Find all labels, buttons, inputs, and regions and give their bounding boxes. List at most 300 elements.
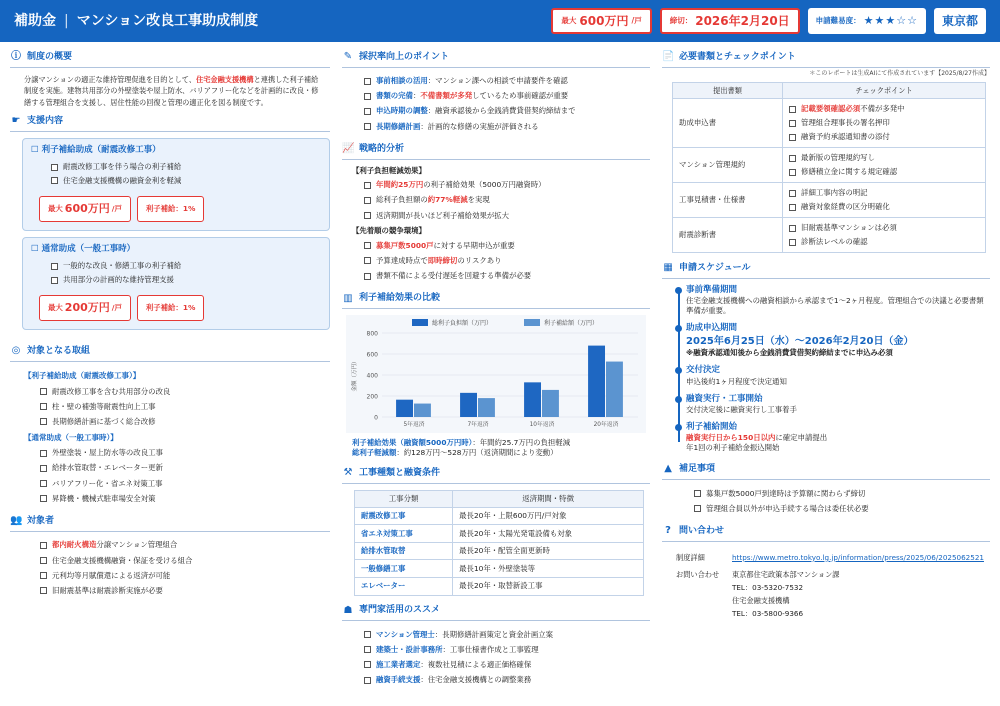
list-item [40, 476, 330, 491]
page-title: マンション改良工事助成制度 [76, 12, 259, 29]
tips-title: 採択率向上のポイント [358, 51, 449, 62]
schedule-step [686, 285, 990, 316]
checkbox-icon [364, 257, 371, 264]
overview-p2: と連携した利子補給制度を実施。建物共用部分の外壁塗装や屋上防水、バリアフリー化などを計画的に改良・修繕する管理組合を支援し、居住性能の回復と管理の適正化を図る制度です。 [24, 74, 319, 107]
item-text: 昇降機・機械式駐車場安全対策 [52, 493, 156, 503]
question-icon: ? [665, 525, 671, 537]
step-desc: 住宅金融支援機構への融資相談から承認まで1〜2ヶ月程度。管理組合での決議と必要書類準備が重要。 [686, 296, 984, 316]
step-desc: 交付決定後に融資実行し工事着手 [686, 404, 797, 414]
list-item [40, 384, 330, 399]
item-text: 管理組合員以外が申込手続する場合は委任状必要 [706, 503, 869, 513]
category-badge: 補助金 [14, 12, 56, 29]
check-item [789, 165, 979, 179]
bar-total-interest [460, 393, 477, 417]
table-cell: 最長10年・外壁塗装等 [453, 560, 644, 578]
deadline-badge [660, 8, 800, 34]
table-cell: 耐震診断書 [673, 218, 783, 253]
max-value: 600万円 [579, 13, 629, 28]
bar-total-interest [588, 346, 605, 417]
contact-heading [662, 524, 990, 542]
list-item [364, 253, 650, 268]
checkbox-icon [364, 212, 371, 219]
support-title: 支援内容 [27, 115, 64, 126]
targets-heading [10, 344, 330, 362]
table-cell: 最長20年・取替新設工事 [453, 577, 644, 595]
checkbox-icon [789, 225, 796, 232]
list-item [51, 174, 321, 188]
bar-subsidy [606, 362, 623, 417]
item-text: 返済期間が長いほど利子補給効果が拡大 [375, 210, 510, 220]
checkbox-icon [694, 505, 701, 512]
list-item [40, 583, 330, 598]
checkbox-icon [364, 273, 371, 280]
bar-chart-icon: ▥ [343, 292, 353, 304]
checkbox-icon [40, 465, 47, 472]
list-item [694, 486, 990, 501]
item-text: 長期修繕計画に基づく総合改修 [52, 416, 156, 426]
table-row [354, 577, 643, 595]
summary-value: ：約128万円〜528万円（返済期間により変動） [396, 448, 558, 458]
list-item [364, 208, 650, 223]
checkbox-icon [364, 661, 371, 668]
table-cell [783, 148, 986, 183]
tip-key: 事前相談の活用 [375, 76, 428, 86]
table-cell: 給排水管取替 [354, 542, 452, 560]
header-title-group [14, 12, 543, 31]
tip-key: 申込時期の調整 [375, 106, 428, 116]
x-tick-label: 10年返済 [529, 422, 555, 429]
item-text: 総利子負担額の [375, 195, 428, 205]
contact-key: 制度詳細 [676, 552, 705, 562]
effect-summary [342, 438, 650, 458]
experts-title: 専門家活用のススメ [358, 605, 440, 616]
step-title: 利子補給開始 [686, 421, 738, 432]
header-bar [0, 0, 1000, 42]
checkbox-icon [51, 277, 58, 284]
expert-value: ：複数社見積による適正価格確保 [420, 659, 532, 669]
effect-title: 利子補給効果の比較 [358, 293, 440, 304]
checkbox-icon [789, 106, 796, 113]
check-text: 旧耐震基準マンションは必須 [801, 223, 897, 233]
check-text: 融資対象経費の区分明確化 [801, 202, 890, 212]
support-box-seismic [22, 138, 330, 231]
list-item [40, 553, 330, 568]
checkbox-icon [789, 155, 796, 162]
table-cell: 最長20年・太陽光発電設備も対象 [453, 525, 644, 543]
warning-icon: ▲ [664, 463, 672, 475]
legend-label: 総利子負担額（万円） [431, 320, 492, 328]
step-title: 事前準備期間 [686, 284, 738, 295]
deadline-value: 2026年2月20日 [695, 13, 790, 28]
tip-value: ：計画的な修繕の実施が評価される [420, 121, 539, 131]
overview-highlight: 住宅金融支援機構 [196, 74, 254, 84]
tools-icon: ⚒ [343, 467, 353, 479]
item-text: 耐震改修工事を伴う場合の利子補給 [63, 162, 182, 172]
contact-tel: TEL：03-5320-7532 [732, 583, 804, 593]
works-heading [342, 466, 650, 484]
pill-suffix: /戸 [111, 203, 122, 213]
expert-key: 建築士・設計事務所 [375, 644, 443, 654]
deadline-prefix: 締切： [669, 15, 693, 25]
list-item [364, 673, 650, 688]
checkbox-icon [364, 631, 371, 638]
expert-value: ：長期修繕計画策定と資金計画立案 [434, 629, 554, 639]
bar-subsidy [414, 404, 431, 417]
tip-value: しているため事前確認が重要 [472, 91, 569, 101]
table-row [673, 218, 986, 253]
step-desc: に確定申請提出 [775, 433, 828, 443]
checkbox-icon [364, 93, 371, 100]
checkbox-icon [40, 403, 47, 410]
pill-value: 600万円 [64, 201, 110, 215]
table-row [354, 507, 643, 525]
item-text: 書類不備による受付遅延を回避する準備が必要 [375, 271, 532, 281]
table-cell: 一般修繕工事 [354, 560, 452, 578]
item-text: 一般的な改良・修繕工事の利子補給 [63, 261, 182, 271]
strategy-highlight: 募集戸数5000戸 [375, 240, 434, 250]
eligible-title: 対象者 [27, 516, 55, 527]
bar-subsidy [542, 390, 559, 417]
pill-suffix: /戸 [111, 303, 122, 313]
experts-heading [342, 604, 650, 622]
table-row [673, 183, 986, 218]
expert-key: 融資手続支援 [375, 675, 421, 685]
list-item [364, 238, 650, 253]
tip-value: ：マンション課への相談で申請要件を確認 [427, 76, 568, 86]
max-suffix: /戸 [631, 15, 642, 25]
list-item [40, 568, 330, 583]
extra-heading [662, 462, 990, 480]
table-cell [783, 183, 986, 218]
strategy-highlight: 即時締切 [427, 255, 458, 265]
strategy-group2: 【先着順の競争環境】 [351, 226, 426, 236]
handshake-icon: ☛ [11, 115, 21, 127]
y-tick-label: 200 [366, 393, 378, 401]
checkbox-icon [364, 242, 371, 249]
strategy-group1: 【利子負担軽減効果】 [351, 165, 426, 175]
item-text: 外壁塗装・屋上防水等の改良工事 [52, 448, 163, 458]
x-tick-label: 7年返済 [467, 422, 489, 429]
chart-container [342, 315, 650, 436]
overview-title: 制度の概要 [27, 51, 73, 62]
pill-prefix: 最大 [48, 203, 63, 213]
step-period: 2025年6月25日（水）〜2026年2月20日（金） [686, 335, 914, 347]
bar-total-interest [524, 383, 541, 418]
checkbox-icon [364, 123, 371, 130]
list-item [364, 657, 650, 672]
item-text: 予算達成時点で [375, 255, 428, 265]
checkbox-icon [789, 204, 796, 211]
checkbox-icon [40, 587, 47, 594]
timeline-dot [675, 424, 682, 431]
overview-p1: 分譲マンションの適正な維持管理促進を目的として、 [24, 74, 197, 84]
check-item [789, 102, 979, 116]
pill-interest: 利子補給：1% [145, 203, 196, 213]
checkbox-icon [40, 418, 47, 425]
item-text: の利子補給効果（5000万円融資時） [423, 180, 546, 190]
list-item [364, 193, 650, 208]
trend-icon: 📈 [341, 143, 355, 155]
calendar-icon: ▦ [663, 262, 673, 274]
checkbox-icon [364, 78, 371, 85]
check-text: 管理組合理事長の署名押印 [801, 118, 890, 128]
bar-subsidy [478, 398, 495, 417]
x-tick-label: 5年返済 [403, 422, 425, 429]
step-highlight: 融資実行日から150日以内 [686, 433, 776, 443]
timeline-dot [675, 396, 682, 403]
list-item [364, 178, 650, 193]
step-desc: 申込後約1ヶ月程度で決定通知 [686, 376, 787, 386]
checkbox-icon [40, 480, 47, 487]
contact-tel: TEL：03-5800-9366 [732, 608, 804, 618]
difficulty-label: 申請難易度： [815, 15, 861, 25]
table-row [673, 148, 986, 183]
detail-link[interactable]: https://www.metro.tokyo.lg.jp/information/press/2025/06/2025062521 [732, 552, 984, 562]
checkbox-icon [364, 182, 371, 189]
support-box-general [22, 237, 330, 330]
step-desc: ※融資承認通知後から金銭消費貸借契約締結までに申込み必須 [686, 348, 893, 358]
support-box2-title: ☐ 通常助成（一般工事時） [31, 243, 136, 254]
schedule-step [686, 323, 990, 358]
tips-heading [342, 50, 650, 68]
max-prefix: 最大 [561, 15, 577, 25]
table-cell: 最長20年・配管全面更新時 [453, 542, 644, 560]
item-text: 募集戸数5000戸到達時は予算額に関わらず締切 [706, 488, 866, 498]
checkbox-icon [789, 239, 796, 246]
list-item [40, 399, 330, 414]
checkbox-icon [40, 450, 47, 457]
expert-key: マンション管理士 [375, 629, 435, 639]
timeline-dot [675, 287, 682, 294]
strategy-highlight: 年間約25万円 [375, 180, 424, 190]
people-icon: 👥 [10, 515, 23, 527]
item-text: を実現 [467, 195, 490, 205]
expert-value: ：住宅金融支援機構との調整業務 [420, 675, 532, 685]
left-column [10, 42, 330, 706]
pill-interest: 利子補給：1% [145, 303, 196, 313]
region-label: 東京都 [941, 13, 978, 28]
checkbox-icon [51, 177, 58, 184]
summary-value: ：年間約25.7万円の負担軽減 [472, 438, 571, 448]
contact-title: 問い合わせ [679, 525, 725, 536]
strategy-highlight: 約77%軽減 [427, 195, 468, 205]
checkbox-icon [40, 557, 47, 564]
ai-note: ＊このレポートは生成AIにて作成されています【2025/8/27作成】 [809, 69, 990, 77]
list-item [364, 104, 650, 119]
table-row [354, 542, 643, 560]
documents-title: 必要書類とチェックポイント [679, 51, 796, 62]
tip-value: ：融資承認後から金銭消費貸借契約締結まで [427, 106, 576, 116]
check-text: 不備が多発中 [860, 104, 905, 114]
checkbox-icon [40, 495, 47, 502]
check-item [789, 235, 979, 249]
tip-key: 書類の完備 [375, 91, 413, 101]
extra-title: 補足事項 [679, 464, 716, 475]
tip-key: 長期修繕計画 [375, 121, 421, 131]
document-icon: 📄 [662, 51, 675, 62]
checkbox-icon [789, 190, 796, 197]
table-row [354, 560, 643, 578]
list-item [364, 269, 650, 284]
list-item [40, 538, 330, 553]
eligible-highlight: 都内耐火構造 [52, 540, 97, 550]
expert-value: ：工事仕様書作成と工事監理 [442, 644, 539, 654]
list-item [40, 414, 330, 429]
column-header: チェックポイント [783, 82, 986, 99]
eligible-heading [10, 514, 330, 532]
item-text: バリアフリー化・省エネ対策工事 [52, 478, 163, 488]
bar-total-interest [396, 400, 413, 417]
table-cell: マンション管理規約 [673, 148, 783, 183]
check-text: 融資予約承認通知書の添付 [801, 132, 890, 142]
checkbox-icon [789, 120, 796, 127]
support-box1-title: ☐ 利子補給助成（耐震改修工事） [31, 144, 161, 155]
summary-key: 総利子軽減額 [351, 448, 397, 458]
max-amount-pill [39, 295, 131, 321]
list-item [40, 446, 330, 461]
table-cell: 省エネ対策工事 [354, 525, 452, 543]
info-icon: ⓘ [11, 51, 21, 62]
list-item [51, 160, 321, 174]
works-table [354, 490, 644, 596]
bar-chart [346, 315, 646, 433]
strategy-title: 戦略的分析 [358, 143, 404, 154]
targets-group1: 【利子補給助成（耐震改修工事）】 [24, 370, 141, 380]
timeline-dot [675, 367, 682, 374]
max-amount-badge [551, 8, 651, 34]
table-cell [783, 218, 986, 253]
strategy-heading [342, 142, 650, 160]
pill-prefix: 最大 [48, 303, 63, 313]
check-text: 修繕積立金に関する規定確認 [801, 167, 898, 177]
table-cell: 耐震改修工事 [354, 507, 452, 525]
difficulty-stars: ★★★☆☆ [863, 13, 918, 27]
x-tick-label: 20年返済 [593, 422, 619, 429]
item-text: に対する早期申込が重要 [433, 240, 515, 250]
middle-column [342, 42, 650, 706]
check-text: 最新版の管理規約写し [801, 153, 875, 163]
contact-row [672, 550, 988, 566]
table-cell: 最長20年・上限600万円/戸対象 [453, 507, 644, 525]
documents-heading [662, 50, 990, 68]
contact-org: 住宅金融支援機構 [732, 595, 790, 605]
table-row [354, 525, 643, 543]
list-item [40, 461, 330, 476]
list-item [364, 74, 650, 89]
item-text: 住宅金融支援機構融資・保証を受ける組合 [52, 555, 193, 565]
list-item [364, 119, 650, 134]
checkbox-icon [364, 677, 371, 684]
legend-swatch [524, 319, 540, 326]
summary-key: 利子補給効果（融資額5000万円時） [351, 438, 473, 448]
max-amount-pill [39, 196, 131, 222]
table-header-row [673, 82, 986, 99]
checkbox-icon [40, 542, 47, 549]
table-cell: 助成申込書 [673, 99, 783, 148]
effect-heading [342, 292, 650, 310]
column-header: 工事分類 [354, 490, 452, 507]
contact-org: 東京都住宅政策本部マンション課 [732, 570, 840, 580]
list-item: 書類の完備：不備書類が多発しているため事前確認が重要 [364, 89, 650, 104]
checkbox-icon [364, 646, 371, 653]
support-heading [10, 114, 330, 132]
checkbox-icon [51, 164, 58, 171]
checkbox-icon [789, 134, 796, 141]
schedule-title: 申請スケジュール [679, 262, 751, 273]
item-text: 旧耐震基準は耐震診断実施が必要 [52, 585, 163, 595]
check-text: 詳細工事内容の明記 [801, 188, 868, 198]
schedule-step [686, 422, 990, 453]
title-separator: | [64, 12, 69, 29]
overview-text [10, 74, 330, 109]
difficulty-badge [808, 8, 926, 34]
item-text: 元利均等月賦償還による返済が可能 [52, 570, 171, 580]
check-item [789, 186, 979, 200]
tip-highlight: 不備書類が多発 [420, 91, 473, 101]
right-column [662, 42, 990, 706]
documents-table [672, 82, 986, 254]
check-item [789, 116, 979, 130]
checkbox-icon [51, 263, 58, 270]
column-header: 返済期間・特徴 [453, 490, 644, 507]
timeline-dot [675, 325, 682, 332]
expert-icon: ☗ [343, 604, 353, 616]
checkbox-icon [40, 572, 47, 579]
interest-pill [137, 196, 205, 222]
schedule-step [686, 394, 990, 415]
region-badge [934, 8, 986, 34]
contact-key: お問い合わせ [676, 570, 720, 580]
y-tick-label: 400 [366, 372, 378, 380]
targets-group2: 【通常助成（一般工事時）】 [24, 432, 118, 442]
y-tick-label: 0 [374, 414, 378, 422]
column-header: 提出書類 [673, 82, 783, 99]
item-text: 耐震改修工事を含む共用部分の改良 [52, 386, 171, 396]
y-tick-label: 800 [366, 330, 378, 338]
item-text: 住宅金融支援機構の融資金利を軽減 [63, 176, 182, 185]
list-item [694, 501, 990, 516]
checkbox-icon [364, 108, 371, 115]
check-item [789, 221, 979, 235]
list-item [364, 627, 650, 642]
check-item [789, 151, 979, 165]
schedule-step [686, 365, 990, 386]
expert-key: 施工業者選定 [375, 659, 421, 669]
table-row [673, 99, 986, 148]
table-cell: 工事見積書・仕様書 [673, 183, 783, 218]
works-title: 工事種類と融資条件 [358, 467, 440, 478]
check-highlight: 記載要領確認必須 [801, 104, 861, 114]
legend-label: 利子補給額（万円） [543, 320, 598, 328]
checkbox-icon [40, 388, 47, 395]
list-item [51, 259, 321, 273]
step-desc: 年1回の利子補給金振込開始 [686, 443, 780, 453]
interest-pill [137, 295, 205, 321]
check-text: 診断法レベルの確認 [801, 237, 868, 247]
list-item [364, 642, 650, 657]
checkbox-icon [789, 169, 796, 176]
contact-table [670, 548, 990, 624]
y-tick-label: 600 [366, 351, 378, 359]
table-header-row [354, 490, 643, 507]
check-item [789, 200, 979, 214]
checkbox-icon [694, 490, 701, 497]
targets-title: 対象となる取組 [27, 346, 91, 357]
item-text: 分譲マンション管理組合 [96, 540, 178, 550]
item-text: 共用部分の計画的な維持管理支援 [63, 275, 174, 285]
list-item [51, 273, 321, 287]
step-title: 融資実行・工事開始 [686, 393, 763, 404]
